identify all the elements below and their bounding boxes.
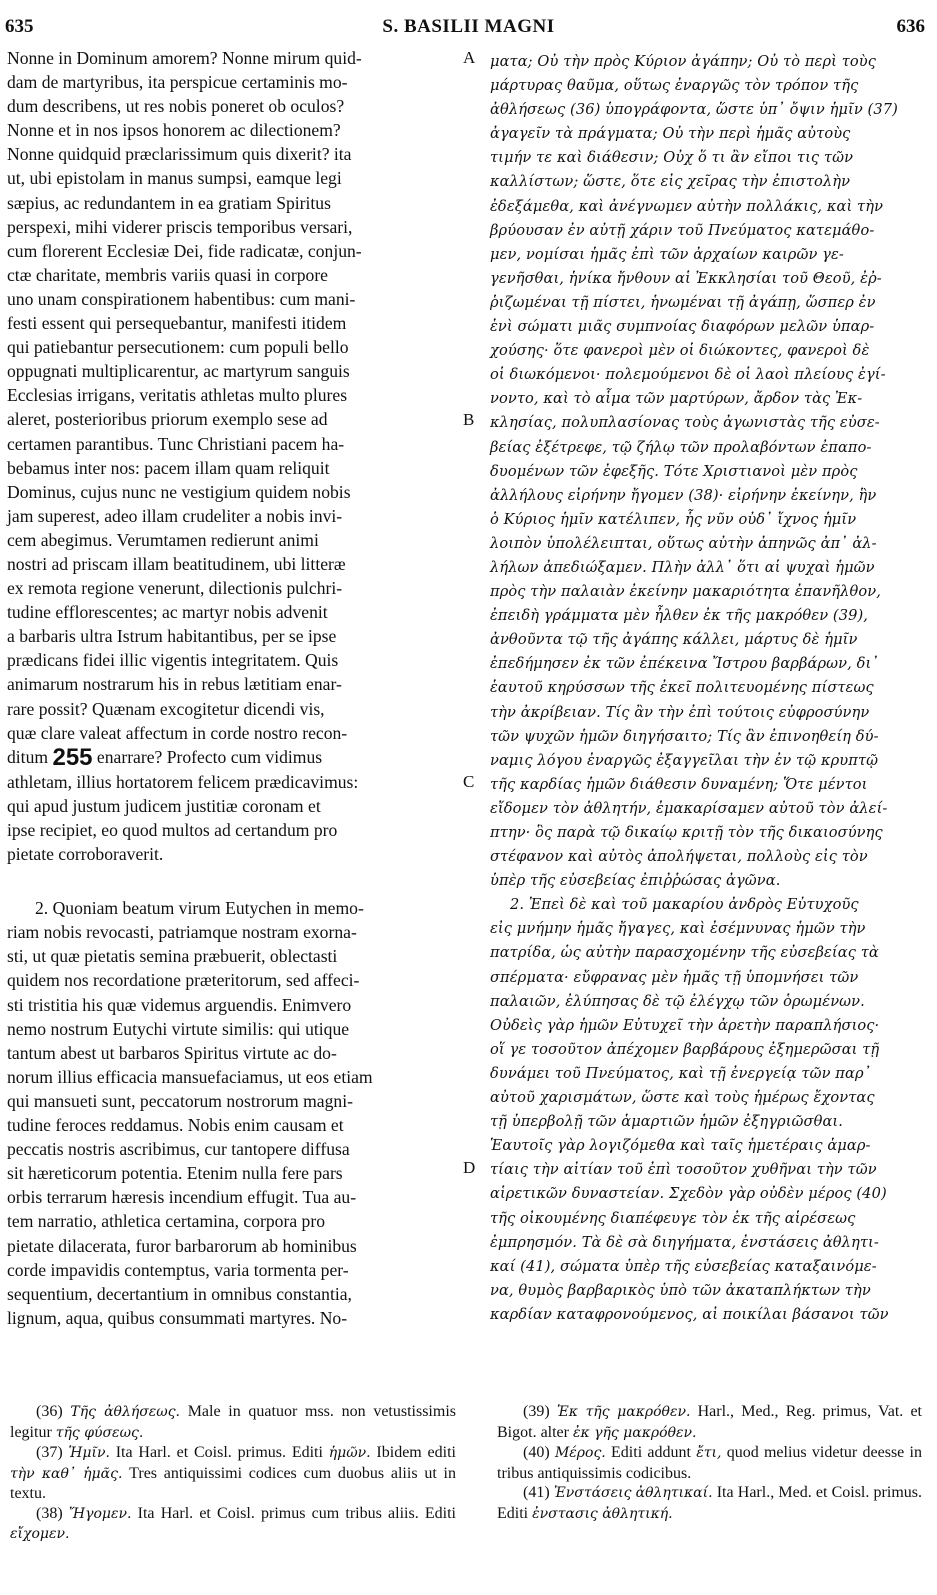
greek-line: οἵ γε τοσοῦτον ἀπέχομεν βαρβάρους ἐξημερῶσαι τῇ (490, 1040, 880, 1058)
latin-line: rare possit? Quænam excogitetur dicendi vis, (7, 698, 325, 719)
greek-line: νοντο, καὶ τὸ αἷμα τῶν μαρτύρων, ἄρδον τὰς Ἐκ- (490, 390, 863, 408)
latin-line: pietate corroboraverit. (7, 844, 164, 865)
latin-line: tudine efflorescentes; ac martyr nobis advenit (7, 602, 328, 623)
greek-line: τιμήν τε καὶ διάθεσιν; Οὐχ ὅ τι ἂν εἴποι τις τῶν (490, 149, 854, 167)
greek-line: χούσης· ὅτε φανεροὶ μὲν οἱ διώκοντες, φανεροὶ δὲ (490, 342, 870, 360)
latin-line: nostri ad priscam illam beatitudinem, ubi litteræ (7, 553, 346, 574)
page-number-right: 636 (896, 16, 925, 37)
latin-line: pietate dilacerata, furor barbarorum ab hominibus (7, 1235, 357, 1256)
latin-line: perspexi, mihi viderer priscis temporibus versari, (7, 216, 353, 237)
latin-line: sti, ut quæ pietatis semina præbuerit, oblectasti (7, 946, 338, 967)
latin-line: dam de martyribus, ita perspicue certaminis mo- (7, 72, 348, 93)
footnote-greek-lemma: εἴχομεν. (10, 1526, 70, 1542)
latin-line: certamen parantibus. Tunc Christiani pacem ha- (7, 433, 345, 454)
footnote (10, 1402, 456, 1443)
margin-marker-a: A (463, 48, 476, 67)
greek-line: ἑνὶ σώματι μιᾶς συμπνοίας διαφόρων μελῶν ὑπαρ- (490, 318, 875, 336)
footnote-greek-lemma: τῆς φύσεως. (55, 1424, 144, 1441)
footnote-text: Ita Harl. et Coisl. primus cum tribus aliis. Editi (131, 1504, 456, 1522)
greek-line: ὁ Κύριος ἡμῖν κατέλιπεν, ἧς νῦν οὐδ᾽ ἴχνος ἡμῖν (490, 510, 857, 528)
latin-line: Nonne et in nos ipsos honorem ac dilectionem? (7, 120, 341, 141)
footnote-text: (39) (523, 1403, 557, 1420)
latin-line: sit hæreticorum potentia. Etenim nulla fere pars (7, 1163, 343, 1184)
greek-line: ἀνθοῦντα τῷ τῆς ἀγάπης κάλλει, μάρτυς δὲ ἡμῖν (490, 631, 858, 649)
latin-line: ex remota regione venerunt, dilectionis pulchri- (7, 578, 343, 599)
footnote-text: Editi addunt (605, 1444, 697, 1461)
latin-line: uno unam conspirationem habentibus: cum mani- (7, 288, 356, 309)
footnote-greek-lemma: Ἐνστάσεις (553, 1485, 632, 1501)
latin-word-ditum: ditum (7, 746, 49, 767)
footnote-greek-lemma: τὴν καθ᾽ ἡμᾶς. (10, 1465, 123, 1482)
margin-marker-d: D (463, 1158, 476, 1177)
latin-line: Nonne quidquid præclarissimum quis dixerit? ita (7, 144, 352, 165)
footnote-greek-lemma: ἀθλητικαί. (635, 1485, 713, 1501)
greek-line: σπέρματα· εὔφρανας μὲν ἡμᾶς τῇ ὑπομνήσει τῶν (490, 968, 859, 986)
greek-line: εἰς μνήμην ἡμᾶς ἤγαγες, καὶ ἐσέμνυνας ἡμῶν τὴν (490, 920, 866, 938)
greek-line: βρύουσαν ἐν αὐτῇ χάριν τοῦ Πνεύματος κατεμάθο- (490, 221, 875, 239)
footnote (10, 1443, 456, 1504)
greek-line: εἴδομεν τὸν ἀθλητήν, ἐμακαρίσαμεν αὐτοῦ τὸν ἀλεί- (490, 799, 888, 817)
latin-column (7, 46, 456, 1330)
greek-line: Ἑαυτοῖς γὰρ λογιζόμεθα καὶ ταῖς ἡμετέραις ἁμαρ- (490, 1137, 871, 1155)
greek-line: ἐμπρησμόν. Τὰ δὲ σὰ διηγήματα, ἐνστάσεις ἀθλητι- (490, 1233, 879, 1251)
footnote-greek-lemma: ἡμῶν. (328, 1445, 371, 1461)
greek-line: τῆς καρδίας ἡμῶν διάθεσιν δυναμένη; Ὅτε μέντοι (490, 775, 868, 793)
greek-line: πατρίδα, ὡς αὐτὴν παρασχομένην τῆς εὐσεβείας τὰ (490, 944, 879, 962)
greek-line: ἀλλήλους εἰρήνην ἤγομεν (38)· εἰρήνην ἐκείνην, ἣν (490, 486, 877, 504)
footnote-text: Ita Harl. et Coisl. primus. Editi (109, 1444, 329, 1461)
latin-line: tudine feroces reddamus. Nobis enim causam et (7, 1115, 344, 1136)
greek-line: λοιπὸν ὑπολέλειπται, οὕτως αὐτὴν ἀπηνῶς ἀπ᾽ ἀλ- (490, 534, 877, 552)
latin-line: quidem nos recordatione præteritorum, sed affeci- (7, 970, 360, 991)
greek-line: καλλίστων; ὥστε, ὅτε εἰς χεῖρας τὴν ἐπιστολὴν (490, 173, 851, 191)
greek-line: να, θυμὸς βαρβαρικὸς ὑπὸ τῶν ἀκαταπλήκτων τὴν (490, 1281, 871, 1299)
latin-line: tem narratio, athletica certamina, corpora pro (7, 1211, 325, 1232)
footnote-text: (41) (523, 1484, 554, 1501)
greek-line: Οὐδεὶς γὰρ ἡμῶν Εὐτυχεῖ τὴν ἀρετὴν παραπλήσιος· (490, 1016, 880, 1034)
greek-paragraph-2 (490, 893, 920, 1327)
footnote-greek-lemma: Ἤγομεν. (68, 1505, 132, 1522)
greek-line: αὐτοῦ χαρισμάτων, ὥστε καὶ τοὺς ἡμέρως ἔχοντας (490, 1089, 875, 1107)
latin-line: qui patiebantur persecutionem: cum populi bello (7, 337, 349, 358)
greek-line: μεν, νομίσαι ἡμᾶς ἐπὶ τῶν ἀρχαίων καιρῶν γε- (490, 245, 844, 263)
latin-line: cem abegimus. Verumtamen redierunt animi (7, 529, 319, 550)
latin-line: animarum nostrarum his in rebus lætitiam enar- (7, 674, 342, 695)
latin-line: bebamus inter nos: pacem illam quam reliquit (7, 457, 330, 478)
footnote-greek-lemma: ἔτι, (696, 1445, 722, 1461)
footnote-text: (37) (36, 1444, 69, 1461)
latin-line: ctæ charitate, membris variis quasi in corpore (7, 264, 328, 285)
latin-line: sti tristitia his quæ videmus arguendis. Enimvero (7, 994, 352, 1015)
greek-line: τὴν ἀκρίβειαν. Τίς ἂν τὴν ἐπὶ τούτοις εὐφροσύνην (490, 703, 870, 721)
footnote-text: Harl., Med., Reg. primus, Vat. et Bigot. alter (497, 1403, 923, 1441)
latin-line: quæ clare valeat affectum in corde nostro recon- (7, 722, 348, 743)
footnotes-right (497, 1402, 922, 1524)
greek-line: τῶν ψυχῶν ἡμῶν διηγήσαιτο; Τίς ἂν ἐπινοηθείη δύ- (490, 727, 879, 745)
latin-line: Nonne in Dominum amorem? Nonne mirum quid- (7, 48, 362, 68)
greek-line: ναμις λόγου ἐναργῶς ἐξαγγεῖλαι τὴν ἐν τῷ κρυπτῷ (490, 751, 879, 769)
running-title: S. BASILII MAGNI (382, 16, 555, 37)
latin-line-255 (7, 745, 456, 770)
greek-line: τῇ ὑπερβολῇ τῶν ἁμαρτιῶν ἡμῶν ἐξηγριῶσθαι. (490, 1113, 843, 1131)
latin-line: cum florerent Ecclesiæ Dei, fide radicatæ, conjun- (7, 240, 362, 261)
footnote (497, 1483, 922, 1524)
margin-marker-c: C (463, 772, 475, 791)
latin-line: corde impavidis contemptus, varia tormenta per- (7, 1259, 349, 1280)
latin-line: norum illius efficacia mansuefaciamus, ut eos etiam (7, 1066, 373, 1087)
footnote (497, 1443, 922, 1483)
column-number-255: 255 (52, 743, 93, 771)
greek-line: κλησίας, πολυπλασίονας τοὺς ἀγωνιστὰς τῆς εὐσε- (490, 414, 880, 432)
latin-line: ipse recipiet, eo quod multos ad certandum pro (7, 820, 338, 840)
greek-line: οἱ διωκόμενοι· πολεμούμενοι δὲ οἱ λαοὶ πλείους ἐγί- (490, 366, 886, 384)
greek-line: ματα; Οὐ τὴν πρὸς Κύριον ἀγάπην; Οὐ τὸ περὶ τοὺς (490, 53, 877, 70)
greek-line: ἀθλήσεως (36) ὑπογράφοντα, ὥστε ὑπ᾽ ὄψιν ἡμῖν (37) (490, 101, 898, 119)
footnote-text: Ita Harl., Med. et Coisl. primus. Editi (497, 1484, 922, 1522)
greek-paragraph-1 (490, 50, 920, 893)
greek-line: γενῆσθαι, ἡνίκα ἤνθουν αἱ Ἐκκλησίαι τοῦ Θεοῦ, ἐῤ- (490, 269, 882, 287)
latin-line: sæpius, ac redundantem in ea gratiam Spiritus (7, 192, 331, 213)
greek-line: λήλων ἀπεδιώξαμεν. Πλὴν ἀλλ᾽ ὅτι αἱ ψυχαὶ ἡμῶν (490, 558, 875, 576)
greek-line: μάρτυρας θαῦμα, οὕτως ἐναργῶς τὸν τρόπον τῆς (490, 77, 859, 95)
greek-line: καί (41), σώματα ὑπὲρ τῆς εὐσεβείας καταξαινόμε- (490, 1257, 877, 1275)
latin-paragraph-1 (7, 46, 456, 745)
greek-line: πρὸς τὴν παλαιὰν ἐκείνην μακαριότητα ἐπανῆλθον, (490, 583, 881, 601)
footnote-text: (36) (36, 1403, 71, 1420)
greek-line: καρδίαν καταφρονούμενος, αἱ ποικίλαι βάσανοι τῶν (490, 1305, 889, 1323)
latin-line: athletam, illius hortatorem felicem prædicavimus: (7, 771, 359, 792)
latin-line: a barbaris ultra Istrum habitantibus, per se ipse (7, 626, 337, 647)
footnote-greek-lemma: Μέρος. (554, 1445, 606, 1461)
greek-line: δυομένων τῶν ἐφεξῆς. Τότε Χριστιανοὶ μὲν πρὸς (490, 462, 858, 480)
latin-line: 2. Quoniam beatum virum Eutychen in memo- (35, 898, 364, 919)
greek-line: στέφανον καὶ αὐτὸς ἀπολήψεται, πολλοὺς εἰς τὸν (490, 848, 868, 866)
footnote-greek-lemma: Τῆς ἀθλήσεως. (70, 1404, 180, 1420)
latin-line-rest: enarrare? Profecto cum vidimus (96, 746, 323, 767)
greek-column (490, 50, 920, 1327)
latin-line: orbis terrarum hæresis incendium effugit. Tua au- (7, 1187, 357, 1208)
latin-line: tantum abest ut barbaros Spiritus virtute ac do- (7, 1042, 337, 1063)
footnotes-left (10, 1402, 456, 1545)
latin-line: Ecclesias irrigans, veritatis athletas multo plures (7, 385, 348, 406)
greek-line: ἐδεξάμεθα, καὶ ἀνέγνωμεν αὐτὴν πολλάκις, καὶ τὴν (490, 197, 884, 215)
latin-paragraph-1-end (7, 770, 456, 866)
latin-line: dum describens, ut res nobis poneret ob oculos? (7, 96, 345, 117)
latin-line: aleret, posterioribus priorum exemplo sese ad (7, 409, 328, 430)
latin-line: qui mansueti sunt, peccatorum nostrorum magni- (7, 1090, 353, 1111)
footnote-text: quod melius videtur deesse in tribus antiquissimis codicibus. (497, 1444, 923, 1482)
latin-line: prædicans fidei illic vigentis integritatem. Quis (7, 650, 339, 671)
latin-paragraph-2 (7, 896, 456, 1330)
latin-line: lignum, aqua, quibus consummati martyres. No- (7, 1307, 348, 1328)
latin-line: festi essent qui persequebantur, manifesti itidem (7, 313, 347, 334)
margin-marker-b: B (463, 410, 475, 429)
greek-line: 2. Ἐπεὶ δὲ καὶ τοῦ μακαρίου ἀνδρὸς Εὐτυχοῦς (510, 896, 859, 914)
greek-line: τίαις τὴν αἰτίαν τοῦ ἐπὶ τοσοῦτον χυθῆναι τὴν τῶν (490, 1161, 877, 1179)
latin-line: nemo nostrum Eutychi virtute similis: qui utique (7, 1018, 350, 1039)
greek-line: πτην· ὃς παρὰ τῷ δικαίῳ κριτῇ τὸν τῆς δικαιοσύνης (490, 824, 883, 841)
footnote-greek-lemma: Ἐκ τῆς μακρόθεν. (556, 1404, 691, 1420)
greek-line: παλαιῶν, ἐλύπησας δὲ τῷ ἐλέγχῳ τῶν ὁρωμένων. (490, 992, 865, 1010)
greek-line: αἱρετικῶν δυναστείαν. Σχεδὸν γὰρ οὐδὲν μέρος (40) (490, 1185, 887, 1203)
footnote-text: Tres antiquissimi codices cum duobus aliis ut in textu. (10, 1464, 456, 1502)
greek-line: τῆς οἰκουμένης διαπέφευγε τὸν ἐκ τῆς αἱρέσεως (490, 1209, 856, 1227)
footnote-greek-lemma: ἐνστασις ἀθλητική. (532, 1505, 673, 1522)
latin-line: Dominus, cujus nunc ne vestigium quidem nobis (7, 481, 351, 502)
greek-line: ἐπειδὴ γράμματα μὲν ἦλθεν ἐκ τῆς μακρόθεν (39), (490, 607, 869, 625)
latin-line: qui apud justum judicem justitiæ coronam et (7, 795, 321, 816)
latin-line: peccatis nostris ascribimus, cur tantopere diffusa (7, 1139, 350, 1160)
footnote-text: Male in quatuor mss. non vetustissimis legitur (10, 1403, 456, 1441)
greek-line: βείας ἐξέτρεφε, τῷ ζήλῳ τῶν προλαβόντων ἐπαπο- (490, 438, 872, 456)
footnote-greek-lemma: ἐκ γῆς μακρόθεν. (572, 1424, 697, 1441)
greek-line: ῥιζωμέναι τῇ πίστει, ἡνωμέναι τῇ ἀγάπῃ, ὥσπερ ἐν (490, 293, 876, 311)
greek-line: ἐπεδήμησεν ἐκ τῶν ἐπέκεινα Ἴστρου βαρβάρων, δι᾽ (490, 655, 879, 673)
latin-line: ut, ubi epistolam in manus sumpsi, eamque legi (7, 168, 342, 189)
greek-line: δυνάμει τοῦ Πνεύματος, καὶ τῇ ἐνεργείᾳ τῶν παρ᾽ (490, 1064, 872, 1082)
latin-line: riam nobis revocasti, patriamque nostram exorna- (7, 922, 357, 943)
greek-line: ἑαυτοῦ κηρύσσων τῆς ἐκεῖ πολιτευομένης πίστεως (490, 679, 874, 697)
latin-line: oppugnati multiplicarentur, ac martyrum sanguis (7, 361, 350, 382)
footnote (10, 1504, 456, 1545)
footnote-text: (40) (523, 1444, 555, 1461)
latin-line: sequentium, decertantium in omnibus constantia, (7, 1283, 352, 1304)
greek-line: ὑπὲρ τῆς εὐσεβείας ἐπιῤῥώσας ἀγῶνα. (490, 872, 781, 890)
page-header (0, 16, 937, 46)
footnote-text: Ibidem editi (370, 1444, 456, 1461)
footnote-text: (38) (36, 1504, 69, 1522)
page-number-left: 635 (5, 16, 34, 37)
latin-line: jam superest, adeo illam crudeliter a nobis invi- (7, 505, 343, 526)
footnote-greek-lemma: Ἡμῖν. (68, 1445, 110, 1461)
greek-line: ἀγαγεῖν τὰ πράγματα; Οὐ τὴν περὶ ἡμᾶς αὐτοὺς (490, 125, 851, 143)
footnote (497, 1402, 922, 1443)
